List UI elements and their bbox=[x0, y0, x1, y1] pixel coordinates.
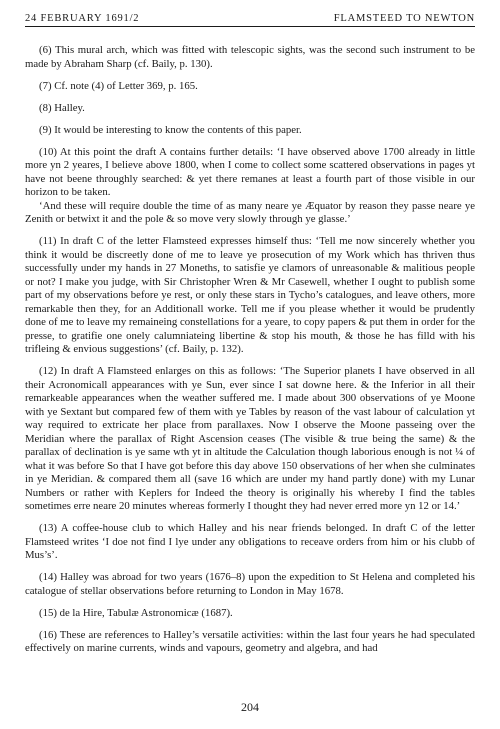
note-14: (14) Halley was abroad for two years (1676–8) upon the expedition to St Helena and completed his catalogue of stellar observations before returning to London in May 1678. bbox=[25, 571, 475, 597]
note-6: (6) This mural arch, which was fitted with telescopic sights, was the second such instrument to be made by Abraham Sharp (cf. Baily, p. 130). bbox=[25, 44, 475, 70]
header-date: 24 FEBRUARY 1691/2 bbox=[25, 13, 140, 24]
note-16: (16) These are references to Halley’s versatile activities: within the last four years he had speculated effectively on marine currents, winds and vapours, geometry and algebra, and had bbox=[25, 628, 475, 654]
note-8: (8) Halley. bbox=[39, 101, 85, 114]
note-9: (9) It would be interesting to know the contents of this paper. bbox=[39, 123, 302, 136]
header-title: FLAMSTEED TO NEWTON bbox=[333, 13, 475, 24]
note-11: (11) In draft C of the letter Flamsteed expresses himself thus: ‘Tell me now sincerely whether you think it would be discreetly done of me to leave ye prosecution of my Work which has thriven thus successfully under my hands in 27 Moneths, to satisfie ye clamors of unreasonable & malitious people or not? I make you judge, with Sir Christopher Wren & Mr Casewell, whether I ought to publish some part of my observations before ye rest, or only these stars in Tycho’s catalogues, and leave others, more remarkable then they, for an Additionall worke. Tell me if you please whether it would be prudently done of me to leave my remaineing constellations for a yeare, to copy papers & put them in order for the presse, to gratifie one onely calumniateing libertine & stop his mouth, & those he has filld with his trifleing & envious suggestions’ (cf. Baily, p. 132). bbox=[25, 235, 475, 355]
notes-body bbox=[25, 44, 475, 664]
running-header bbox=[25, 8, 475, 24]
note-7: (7) Cf. note (4) of Letter 369, p. 165. bbox=[39, 79, 198, 92]
page-number: 204 bbox=[241, 700, 259, 714]
note-15: (15) de la Hire, Tabulæ Astronomicæ (1687). bbox=[39, 606, 233, 619]
note-10: (10) At this point the draft A contains further details: ‘I have observed above 1700 already in little more yn 2 yeares, I believe above 1800, when I come to collect some scattered observations in pages yt have not beene throughly searched: & yet there remanes at least a fourth part of those visible in our horizon to be taken. bbox=[25, 145, 475, 198]
header-rule bbox=[25, 26, 475, 27]
note-13: (13) A coffee-house club to which Halley and his near friends belonged. In draft C of the letter Flamsteed writes ‘I doe not find I lye under any obligations to receave orders from him or his clubb of Mus’s’. bbox=[25, 522, 475, 561]
note-10-continued: ‘And these will require double the time of as many neare ye Æquator by reason they passe neare ye Zenith or betwixt it and the pole & so move very slowly through ye glasse.’ bbox=[25, 199, 475, 225]
note-12: (12) In draft A Flamsteed enlarges on this as follows: ‘The Superior planets I have observed in all their Acronomicall appearances with ye Sun, ever since I sat downe here. & the Inferior in all their remarkeable appearances when the weather suffered me. I made about 300 observations of ye Moone with ye Sextant but compared few of them with ye Tables by reason of the vast labour of calculation yt way required to extricate her place from parallaxes. Now I observe the Moone passeing over the Meridian where the parallax of Right Ascension ceases (The visible & true being the same) & the parallax of declination is ye same wth yt in altitude the Calculation though laborious enough is not ¼ of what it was before So that I have got before this day above 150 observations of her when she culminates in ye Meridian. & compared them all (save 16 which are under my hand partly done) with my Lunar Numbers or rather with Keplers for Indeed the theory is originally his whereby I find the tables sometimes erre neare 20 minutes whereas formerly I thought they had never erred more yn 12 or 14.’ bbox=[25, 365, 475, 512]
